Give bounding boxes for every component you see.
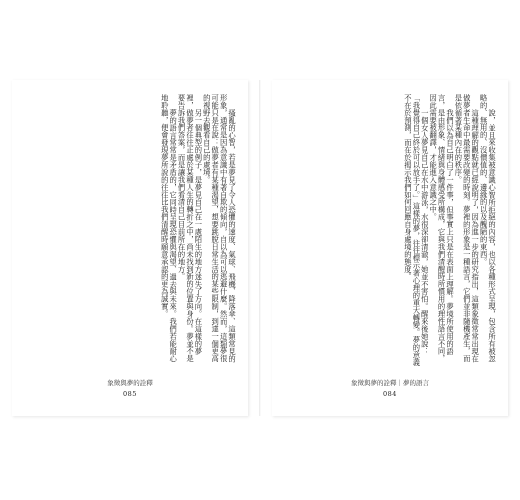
right-page-text (284, 94, 496, 368)
left-paragraph: 夢的語言常常是矛盾的，它同時呈現恐懼與渴望、過去與未來。我們若能耐心地聆聽，便會發現夢所說的往往比我們清醒時願意承認的更為誠實。 (160, 94, 179, 362)
running-title: 象徵與夢的詮釋｜夢的語言 (351, 379, 429, 387)
right-paragraph: 這種理解的觀點就已經說明了，因為進一步的研究指出，這類象徵常常出現在做夢者生命中最需要改變的時刻。夢裡的形象是一種語言，它們並非隨機產生，而是依循著某種內在的秩序。 (454, 94, 481, 363)
book-gutter (259, 80, 261, 416)
left-page (12, 80, 248, 416)
left-paragraph: 搔亂的心智，若是夢見了令人恐懼的速度、氣球、飛機、降落傘、這類常見的形象，通常是因為意識中有著自欺的傾向，自以為可以逃避什麼。然而，這類夢很可能只是在說：做夢者有某種渴望，想要跳脫日常生活的某些限制，到達一個更高的視野去觀看自己的處境。 (202, 94, 237, 363)
right-paragraph: 我們以為自己明白了一件事，但事實上只是在表面上理解。夢境所使用的語言，是由形象、情緒與身體感受所構成，它與我們清醒時所慣用的理性語言不同，因此需要被翻譯，才能進入意識之中。 (429, 94, 455, 363)
page-number: 084 (383, 390, 397, 398)
left-page-text (24, 94, 236, 368)
left-page-footer (12, 378, 248, 398)
page-number: 085 (123, 390, 137, 398)
right-page (272, 80, 508, 416)
left-paragraph: 另一個典型的例子，是夢見自己在一處陌生的地方迷失了方向。在這樣的夢裡，做夢者往往正處於某種人生的轉折之中，尚未找到新的位置與身份。夢並不是要告訴我們答案，而是讓我們看清自己目前所在的地方。 (177, 94, 204, 363)
right-page-footer (272, 378, 508, 398)
right-paragraph: 說，並且來收集被意識心智所拒絕的內容，也以各種形式呈現，包含所有被忽略的、無用的、沒價值的、邊緣的以及醜陋的東西。 (479, 94, 497, 362)
running-title: 象徵與夢的詮釋 (107, 379, 153, 387)
right-paragraph: 一個女人夢見自己在水中游泳，水很深卻清澈，她並不害怕。醒來後她說：「我覺得自己終於可以放手了。」這樣的夢，往往標示著心理的重大轉變。夢的意義不在於預測，而在於揭示我們如何回應自身處境的態度。 (403, 94, 430, 366)
